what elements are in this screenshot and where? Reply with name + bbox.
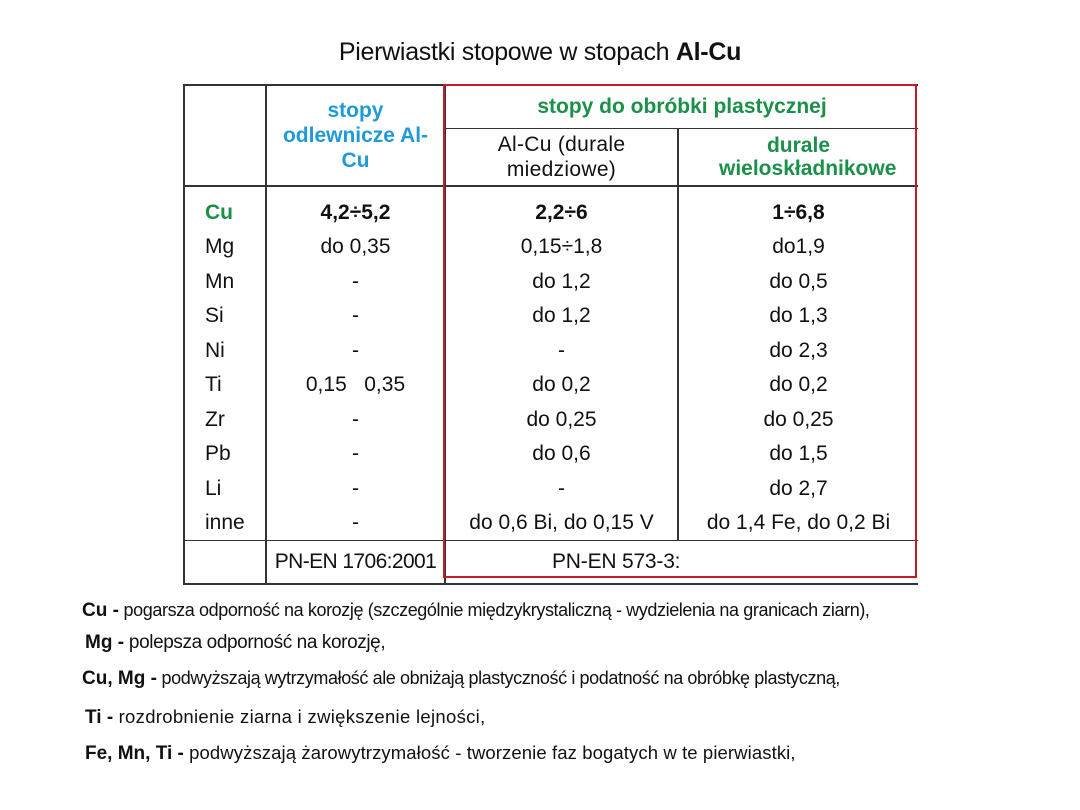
- multi-value-cell: do 1,5: [769, 442, 828, 466]
- table-row: [184, 264, 918, 299]
- cast-standard: PN-EN 1706:2001: [266, 541, 445, 585]
- element-cell: Ti: [184, 368, 266, 403]
- element-cell: Li: [184, 471, 266, 506]
- table-row: [184, 471, 918, 506]
- alcu-value-cell: do 0,25: [445, 402, 678, 437]
- wrought-standard: PN-EN 573-3:: [445, 541, 918, 585]
- cast-value-cell: -: [266, 299, 445, 334]
- cast-value-cell: -: [266, 506, 445, 541]
- element-cell: Mg: [184, 230, 266, 265]
- header-cast-alloys: [266, 85, 445, 186]
- multi-value-cell: do 1,3: [769, 304, 828, 328]
- multi-value-cell: 1÷6,8: [772, 200, 825, 224]
- title-bold: Al-Cu: [675, 38, 742, 66]
- alcu-value-cell: do 0,2: [445, 368, 678, 403]
- note-mg: Mg - polepsza odporność na korozję,: [85, 632, 386, 653]
- table-row: [184, 368, 918, 403]
- cast-value-cell: -: [266, 437, 445, 472]
- cast-value-cell: do 0,35: [266, 230, 445, 265]
- cast-value-cell: -: [266, 402, 445, 437]
- element-cell: Cu: [184, 195, 266, 230]
- header-multi-component: [678, 129, 918, 187]
- table-row: [184, 402, 918, 437]
- element-cell: inne: [184, 506, 266, 541]
- note-cu: Cu - pogarsza odporność na korozję (szczególnie międzykrystaliczną - wydzielenia na granicach ziarn),: [82, 600, 870, 621]
- page-title: [0, 38, 1080, 67]
- alcu-value-cell: do 0,6: [445, 437, 678, 472]
- element-cell: Pb: [184, 437, 266, 472]
- header-empty-cell: [184, 85, 266, 186]
- alcu-value-cell: -: [445, 471, 678, 506]
- element-cell: Mn: [184, 264, 266, 299]
- table-row: [184, 299, 918, 334]
- cast-value-cell: -: [266, 264, 445, 299]
- element-cell: Si: [184, 299, 266, 334]
- table-row: [184, 230, 918, 265]
- multi-value-cell: do 2,7: [769, 476, 828, 500]
- alcu-value-cell: 2,2÷6: [445, 195, 678, 230]
- cast-value-cell: 0,15 0,35: [266, 368, 445, 403]
- cast-value-cell: -: [266, 471, 445, 506]
- title-prefix: Pierwiastki stopowe w stopach: [338, 38, 676, 66]
- header-cast-label: stopy odlewnicze Al-Cu: [282, 99, 429, 172]
- header-alcu-label: Al-Cu (durale miedziowe): [497, 133, 626, 181]
- alcu-value-cell: -: [445, 333, 678, 368]
- multi-value-cell: do 0,5: [769, 269, 828, 293]
- table-row: [184, 506, 918, 541]
- header-multi-label: durale wieloskładnikowe: [719, 134, 897, 180]
- alcu-value-cell: do 1,2: [445, 299, 678, 334]
- cast-value-cell: 4,2÷5,2: [266, 195, 445, 230]
- alcu-value-cell: do 1,2: [445, 264, 678, 299]
- alcu-value-cell: do 0,6 Bi, do 0,15 V: [445, 506, 678, 541]
- element-cell: Ni: [184, 333, 266, 368]
- header-alcu: [445, 129, 678, 187]
- multi-value-cell: do 2,3: [769, 338, 828, 362]
- alloying-elements-table: [183, 84, 918, 585]
- cast-value-cell: -: [266, 333, 445, 368]
- alcu-value-cell: 0,15÷1,8: [445, 230, 678, 265]
- footer-empty-cell: [184, 541, 266, 585]
- note-cu-mg: Cu, Mg - podwyższają wytrzymałość ale obniżają plastyczność i podatność na obróbkę plastyczną,: [82, 668, 840, 689]
- header-wrought-alloys: stopy do obróbki plastycznej: [445, 85, 918, 129]
- table-row: [184, 437, 918, 472]
- multi-value-cell: do 0,25: [763, 407, 834, 431]
- element-cell: Zr: [184, 402, 266, 437]
- multi-value-cell: do1,9: [772, 235, 825, 259]
- table-row: [184, 333, 918, 368]
- multi-value-cell: do 1,4 Fe, do 0,2 Bi: [706, 511, 891, 535]
- note-fe-mn-ti: Fe, Mn, Ti - podwyższają żarowytrzymałość - tworzenie faz bogatych w te pierwiastki,: [85, 742, 796, 764]
- multi-value-cell: do 0,2: [769, 373, 828, 397]
- table-row: [184, 195, 918, 230]
- note-ti: Ti - rozdrobnienie ziarna i zwiększenie lejności,: [85, 706, 486, 728]
